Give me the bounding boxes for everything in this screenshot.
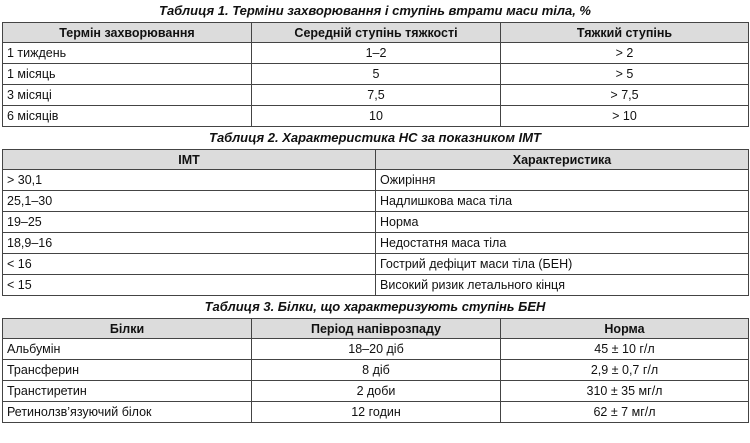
table-row xyxy=(3,339,749,360)
table3-cell: 12 годин xyxy=(252,402,501,423)
table3-cell: 2,9 ± 0,7 г/л xyxy=(501,360,749,381)
table-row xyxy=(3,233,749,254)
table3-header-norm: Норма xyxy=(501,319,749,339)
table2-header-row xyxy=(3,150,749,170)
table1-cell: 6 місяців xyxy=(3,106,252,127)
table3-header-half-life: Період напіврозпаду xyxy=(252,319,501,339)
table3 xyxy=(2,318,749,423)
table2-cell: Ожиріння xyxy=(376,170,749,191)
table-row xyxy=(3,85,749,106)
table1-cell: 7,5 xyxy=(252,85,501,106)
table1-cell: 1 тиждень xyxy=(3,43,252,64)
table3-cell: 62 ± 7 мг/л xyxy=(501,402,749,423)
table2-cell: Норма xyxy=(376,212,749,233)
table2-cell: 19–25 xyxy=(3,212,376,233)
table3-cell: 2 доби xyxy=(252,381,501,402)
table3-header-proteins: Білки xyxy=(3,319,252,339)
table1-cell: 3 місяці xyxy=(3,85,252,106)
table2-cell: Гострий дефіцит маси тіла (БЕН) xyxy=(376,254,749,275)
table1-cell: > 5 xyxy=(501,64,749,85)
table3-cell: 310 ± 35 мг/л xyxy=(501,381,749,402)
table3-cell: 8 діб xyxy=(252,360,501,381)
table-row xyxy=(3,106,749,127)
table2-cell: < 15 xyxy=(3,275,376,296)
table2-cell: 25,1–30 xyxy=(3,191,376,212)
table3-cell: 18–20 діб xyxy=(252,339,501,360)
table-row xyxy=(3,275,749,296)
table2-cell: Надлишкова маса тіла xyxy=(376,191,749,212)
table2-cell: 18,9–16 xyxy=(3,233,376,254)
table1-cell: 1–2 xyxy=(252,43,501,64)
table3-caption: Таблиця 3. Білки, що характеризують ступінь БЕН xyxy=(204,299,546,314)
table-row xyxy=(3,170,749,191)
table-row xyxy=(3,402,749,423)
table3-cell: Транстиретин xyxy=(3,381,252,402)
table-row xyxy=(3,360,749,381)
table-row xyxy=(3,381,749,402)
table2-cell: Недостатня маса тіла xyxy=(376,233,749,254)
table1-header-moderate: Середній ступінь тяжкості xyxy=(252,23,501,43)
table2-header-characteristic: Характеристика xyxy=(376,150,749,170)
table1-cell: 1 місяць xyxy=(3,64,252,85)
table3-cell: Альбумін xyxy=(3,339,252,360)
table1-cell: > 10 xyxy=(501,106,749,127)
table1-cell: 10 xyxy=(252,106,501,127)
table1-cell: > 2 xyxy=(501,43,749,64)
table3-cell: 45 ± 10 г/л xyxy=(501,339,749,360)
table3-cell: Трансферин xyxy=(3,360,252,381)
table-row xyxy=(3,212,749,233)
table2-cell: Високий ризик летального кінця xyxy=(376,275,749,296)
table3-cell: Ретинолзв’язуючий білок xyxy=(3,402,252,423)
table1-cell: 5 xyxy=(252,64,501,85)
table2-cell: < 16 xyxy=(3,254,376,275)
table3-header-row xyxy=(3,319,749,339)
table2-header-bmi: ІМТ xyxy=(3,150,376,170)
table-row xyxy=(3,254,749,275)
table2 xyxy=(2,149,749,296)
table2-cell: > 30,1 xyxy=(3,170,376,191)
table1-header-term: Термін захворювання xyxy=(3,23,252,43)
table-row xyxy=(3,191,749,212)
table-row xyxy=(3,64,749,85)
table2-caption: Таблиця 2. Характеристика НС за показником ІМТ xyxy=(209,130,541,145)
table1 xyxy=(2,22,749,127)
table1-header-severe: Тяжкий ступінь xyxy=(501,23,749,43)
table1-header-row xyxy=(3,23,749,43)
table1-cell: > 7,5 xyxy=(501,85,749,106)
table-row xyxy=(3,43,749,64)
table1-caption: Таблиця 1. Терміни захворювання і ступінь втрати маси тіла, % xyxy=(159,3,591,18)
